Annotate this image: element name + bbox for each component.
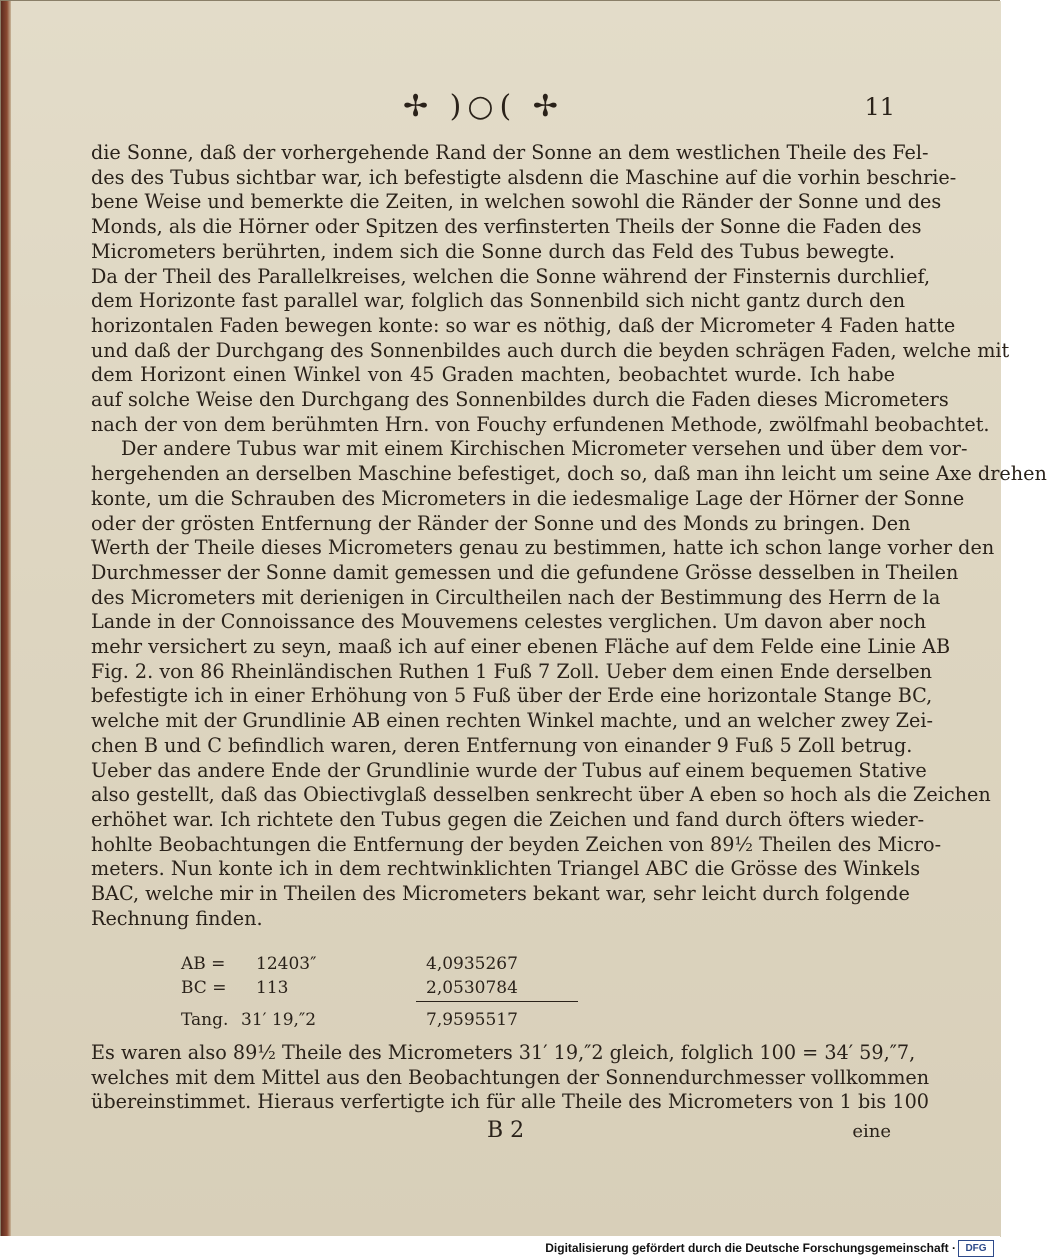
calc-log: 2,0530784 bbox=[426, 978, 518, 998]
text-line: Ueber das andere Ende der Grundlinie wurde der Tubus auf einem bequemen Stative bbox=[91, 758, 927, 782]
text-line: mehr versichert zu seyn, maaß ich auf einer ebenen Fläche auf dem Felde eine Linie AB bbox=[91, 635, 951, 659]
text-line: meters. Nun konte ich in dem rechtwinklichten Triangel ABC die Grösse des Winkels bbox=[91, 857, 921, 881]
text-line: Der andere Tubus war mit einem Kirchischen Micrometer versehen und über dem vor- bbox=[121, 437, 968, 461]
calc-value: 12403″ bbox=[256, 954, 317, 974]
dfg-logo-icon: DFG bbox=[958, 1240, 994, 1257]
text-line: also gestellt, daß das Obiectivglaß desselben senkrecht über A eben so hoch als die Zeichen bbox=[91, 783, 991, 807]
text-line: auf solche Weise den Durchgang des Sonnenbildes durch die Faden dieses Micrometers bbox=[91, 388, 949, 412]
book-page bbox=[11, 1, 1047, 1237]
text-line: hohlte Beobachtungen die Entfernung der beyden Zeichen von 89½ Theilen des Micro- bbox=[91, 832, 942, 856]
text-line: oder der grösten Entfernung der Ränder der Sonne und des Monds zu bringen. Den bbox=[91, 511, 911, 535]
text-line: und daß der Durchgang des Sonnenbildes auch durch die beyden schrägen Faden, welche mit bbox=[91, 338, 1010, 362]
text-line: Micrometers berührten, indem sich die Sonne durch das Feld des Tubus bewegte. bbox=[91, 239, 895, 263]
text-line: konte, um die Schrauben des Micrometers in die iedesmalige Lage der Hörner der Sonne bbox=[91, 486, 965, 510]
text-line: Es waren also 89½ Theile des Micrometers 31′ 19,″2 gleich, folglich 100 = 34′ 59,″7, bbox=[91, 1041, 916, 1064]
text-line: hergehenden an derselben Maschine befestiget, doch so, daß man ihn leicht um seine Axe drehen bbox=[91, 462, 1047, 486]
text-line: erhöhet war. Ich richtete den Tubus gegen die Zeichen und fand durch öfters wieder- bbox=[91, 807, 925, 831]
text-line: welche mit der Grundlinie AB einen rechten Winkel machte, und an welcher zwey Zei- bbox=[91, 709, 933, 733]
text-line: Da der Theil des Parallelkreises, welchen die Sonne während der Finsternis durchlief, bbox=[91, 264, 931, 288]
text-line: Durchmesser der Sonne damit gemessen und die gefundene Grösse desselben in Theilen bbox=[91, 560, 959, 584]
catchword: eine bbox=[852, 1121, 891, 1142]
text-line: Rechnung finden. bbox=[91, 906, 263, 930]
calc-value: 31′ 19,″2 bbox=[241, 1010, 317, 1030]
page-header bbox=[11, 89, 1001, 129]
main-paragraphs bbox=[91, 141, 1047, 932]
binding-edge bbox=[1, 1, 11, 1237]
text-line: welches mit dem Mittel aus den Beobachtungen der Sonnendurchmesser vollkommen bbox=[91, 1065, 930, 1089]
page-number: 11 bbox=[864, 93, 895, 121]
header-ornament: ✢ )○( ✢ bbox=[403, 89, 564, 124]
text-line: dem Horizont einen Winkel von 45 Graden machten, beobachtet wurde. Ich habe bbox=[91, 363, 895, 387]
calc-label: BC = bbox=[181, 978, 227, 998]
text-line: horizontalen Faden bewegen konte: so war es nöthig, daß der Micrometer 4 Faden hatte bbox=[91, 313, 956, 337]
logarithm-calculation bbox=[181, 954, 581, 1036]
text-line: Fig. 2. von 86 Rheinländischen Ruthen 1 Fuß 7 Zoll. Ueber dem einen Ende derselben bbox=[91, 659, 932, 683]
digitization-footer bbox=[0, 1236, 1000, 1260]
text-line: Monds, als die Hörner oder Spitzen des verfinsterten Theils der Sonne die Faden des bbox=[91, 215, 922, 239]
closing-paragraph bbox=[91, 1041, 930, 1115]
text-line: nach der von dem berühmten Hrn. von Fouchy erfundenen Methode, zwölfmahl beobachtet. bbox=[91, 412, 990, 436]
text-line: des des Tubus sichtbar war, ich befestigte alsdenn die Maschine auf die vorhin beschrie- bbox=[91, 165, 957, 189]
text-line: befestigte ich in einer Erhöhung von 5 Fuß über der Erde eine horizontale Stange BC, bbox=[91, 684, 933, 708]
calc-label: AB = bbox=[181, 954, 226, 974]
calc-value: 113 bbox=[256, 978, 289, 998]
text-line: übereinstimmet. Hieraus verfertigte ich für alle Theile des Micrometers von 1 bis 100 bbox=[91, 1090, 929, 1114]
calc-sum-rule bbox=[416, 1001, 578, 1002]
text-line: BAC, welche mir in Theilen des Micrometers bekant war, sehr leicht durch folgende bbox=[91, 882, 910, 906]
calc-log: 7,9595517 bbox=[426, 1010, 518, 1030]
footer-credit: Digitalisierung gefördert durch die Deutsche Forschungsgemeinschaft · bbox=[545, 1241, 956, 1255]
text-line: die Sonne, daß der vorhergehende Rand der Sonne an dem westlichen Theile des Fel- bbox=[91, 141, 929, 164]
calc-log: 4,0935267 bbox=[426, 954, 518, 974]
text-line: Werth der Theile dieses Micrometers genau zu bestimmen, hatte ich schon lange vorher den bbox=[91, 536, 995, 560]
signature-mark: B 2 bbox=[487, 1118, 525, 1143]
text-line: bene Weise und bemerkte die Zeiten, in welchen sowohl die Ränder der Sonne und des bbox=[91, 190, 942, 214]
text-line: chen B und C befindlich waren, deren Entfernung von einander 9 Fuß 5 Zoll betrug. bbox=[91, 733, 913, 757]
text-line: dem Horizonte fast parallel war, folglich das Sonnenbild sich nicht gantz durch den bbox=[91, 289, 906, 313]
calc-label: Tang. bbox=[181, 1010, 229, 1030]
text-line: des Micrometers mit derienigen in Circultheilen nach der Bestimmung des Herrn de la bbox=[91, 585, 941, 609]
text-line: Lande in der Connoissance des Mouvemens celestes verglichen. Um davon aber noch bbox=[91, 610, 927, 634]
